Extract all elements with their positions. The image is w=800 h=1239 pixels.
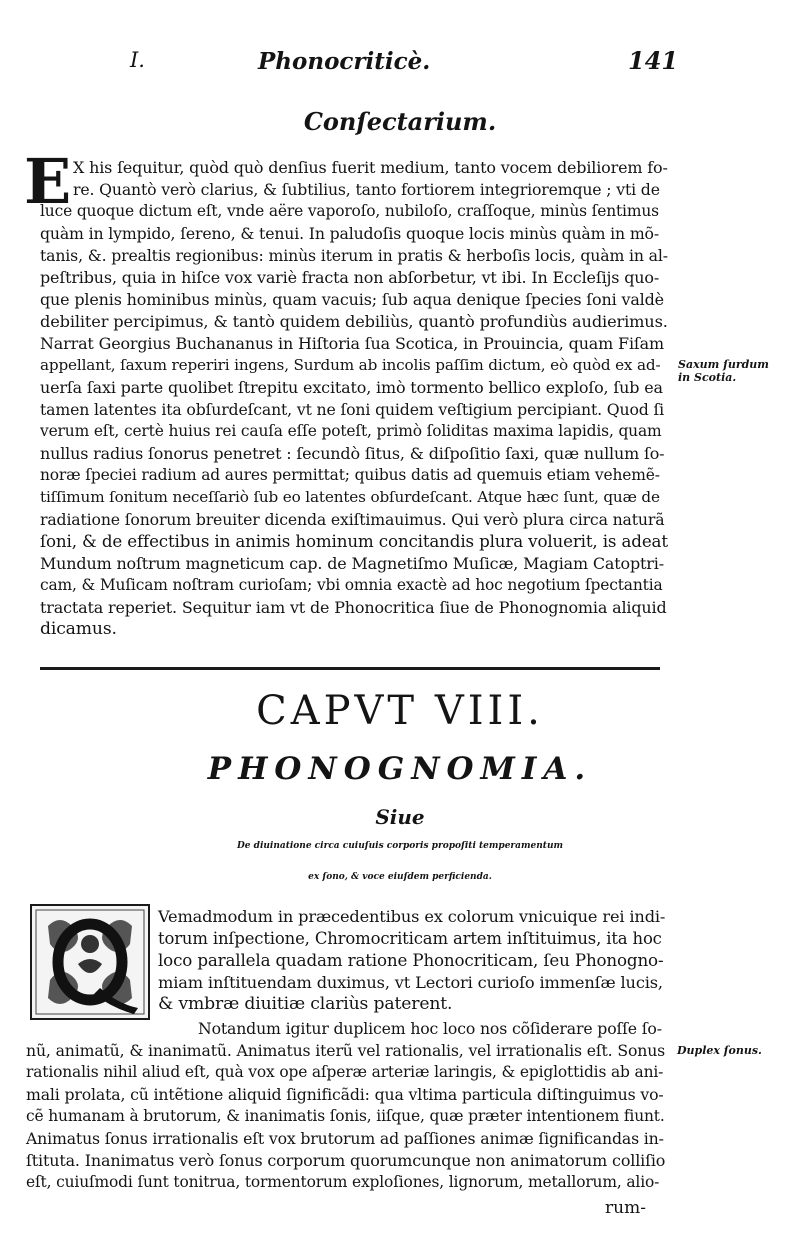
text-line: nũ, animatũ, & inanimatũ. Animatus iterũ vel rationalis, vel irrationalis eſt. Sonus xyxy=(26,1041,666,1060)
text-line: dicamus. xyxy=(40,619,117,639)
text-line: & vmbræ diuitiæ clariùs paterent. xyxy=(158,994,453,1014)
section-divider xyxy=(40,667,660,670)
text-line: ſoni, & de effectibus in animis hominum concitandis plura voluerit, is adeat xyxy=(40,531,668,551)
chapter-description-line: ex ſono, & voce eiuſdem perficienda. xyxy=(308,872,492,882)
text-line: miam inſtituendam duximus, vt Lectori curioſo immenſæ lucis, xyxy=(158,973,663,992)
chapter-title: CAPVT VIII. xyxy=(256,688,544,734)
chapter-description-line: De diuinatione circa cuiuſuis corporis propoſiti temperamentum xyxy=(236,841,564,851)
margin-note-line: in Scotia. xyxy=(678,371,737,384)
running-header xyxy=(0,48,800,78)
text-line: Narrat Georgius Buchananus in Hiſtoria ſua Scotica, in Prouincia, quam Fiſam xyxy=(40,334,664,353)
text-line: Mundum noſtrum magneticum cap. de Magnetiſmo Muſicæ, Magiam Catoptri- xyxy=(40,554,664,573)
chapter-subtitle: PHONOGNOMIA. xyxy=(207,751,593,787)
text-line: uerſa ſaxi parte quolibet ſtrepitu excitato, imò tormento bellico exploſo, ſub ea xyxy=(40,378,663,397)
text-line: torum inſpectione, Chromocriticam artem inſtituimus, ita hoc xyxy=(158,929,662,948)
text-line: X his ſequitur, quòd quò denſius fuerit medium, tanto vocem debiliorem fo- xyxy=(73,158,668,177)
text-line: Notandum igitur duplicem hoc loco nos cõſiderare poſſe ſo- xyxy=(198,1019,662,1038)
page-number: 141 xyxy=(628,46,679,75)
text-line: verum eſt, certè huius rei cauſa eſſe poteſt, primò ſoliditas maxima lapidis, quam xyxy=(40,422,662,440)
running-part-number: I. xyxy=(130,48,145,72)
margin-note-duplex: Duplex ſonus. xyxy=(677,1044,762,1057)
text-line: cẽ humanam à brutorum, & inanimatis ſonis, iiſque, quæ præter intentionem fiunt. xyxy=(26,1107,665,1125)
text-line: noræ ſpeciei radium ad aures permittat; quibus datis ad quemuis etiam vehemẽ- xyxy=(40,466,660,484)
text-line: que plenis hominibus minùs, quam vacuis; ſub aqua denique ſpecies ſoni valdè xyxy=(40,290,664,309)
running-title: Phonocriticè. xyxy=(258,48,431,75)
text-line: debiliter percipimus, & tantò quidem debiliùs, quantò profundiùs audierimus. xyxy=(40,312,668,331)
text-line: radiatione ſonorum breuiter dicenda exiſtimauimus. Qui verò plura circa naturã xyxy=(40,510,665,529)
text-line: tiſſimum ſonitum neceſſariò ſub eo latentes obſurdeſcant. Atque hæc ſunt, quæ de xyxy=(40,488,660,506)
catch-word: rum- xyxy=(605,1198,646,1218)
text-line: luce quoque dictum eſt, vnde aëre vaporoſo, nubiloſo, craſſoque, minùs ſentimus xyxy=(40,202,659,220)
text-line: tractata reperiet. Sequitur iam vt de Phonocritica ſiue de Phonognomia aliquid xyxy=(40,598,667,617)
text-line: eſt, cuiuſmodi ſunt tonitrua, tormentorum exploſiones, lignorum, metallorum, alio- xyxy=(26,1173,660,1191)
text-line: appellant, ſaxum reperiri ingens, Surdum ab incolis paſſim dictum, eò quòd ex ad- xyxy=(40,356,661,374)
text-line: cam, & Muſicam noſtram curioſam; vbi omnia exactè ad hoc negotium ſpectantia xyxy=(40,576,663,594)
text-line: loco parallela quadam ratione Phonocriticam, ſeu Phonogno- xyxy=(158,950,664,970)
chapter-siue: Siue xyxy=(375,805,425,829)
text-line: Animatus ſonus irrationalis eſt vox brutorum ad paſſiones animæ ſignificandas in- xyxy=(26,1129,664,1148)
drop-cap-letter: E xyxy=(24,145,72,218)
section-title: Conſectarium. xyxy=(303,107,497,136)
text-line: ſtituta. Inanimatus verò ſonus corporum quorumcunque non animatorum colliſio xyxy=(26,1151,666,1170)
text-line: quàm in lympido, ſereno, & tenui. In paludoſis quoque locis minùs quàm in mõ- xyxy=(40,224,660,243)
text-line: mali prolata, cũ intẽtione aliquid ſignificãdi: qua vltima particula diſtinguimus vo- xyxy=(26,1085,664,1104)
text-line: peſtribus, quia in hiſce vox variè fracta non abſorbetur, vt ibi. In Eccleſijs quo- xyxy=(40,268,660,287)
margin-note-line: Saxum ſurdum xyxy=(678,358,769,371)
text-line: nullus radius ſonorus penetret : ſecundò ſitus, & diſpoſitio ſaxi, quæ nullum ſo- xyxy=(40,444,665,463)
ornate-initial-q-icon xyxy=(30,904,150,1020)
text-line: Vemadmodum in præcedentibus ex colorum vnicuique rei indi- xyxy=(158,907,666,926)
text-line: rationalis nihil aliud eſt, quà vox ope aſperæ arteriæ laringis, & epiglottidis ab ani- xyxy=(26,1063,664,1081)
text-line: tanis, &. prealtis regionibus: minùs iterum in pratis & herboſis locis, quàm in al- xyxy=(40,246,668,265)
text-line: re. Quantò verò clarius, & ſubtilius, tanto fortiorem integrioremque ; vti de xyxy=(73,180,660,199)
margin-note-saxum xyxy=(678,358,769,384)
text-line: tamen latentes ita obſurdeſcant, vt ne ſoni quidem veſtigium percipiant. Quod ſi xyxy=(40,400,665,419)
